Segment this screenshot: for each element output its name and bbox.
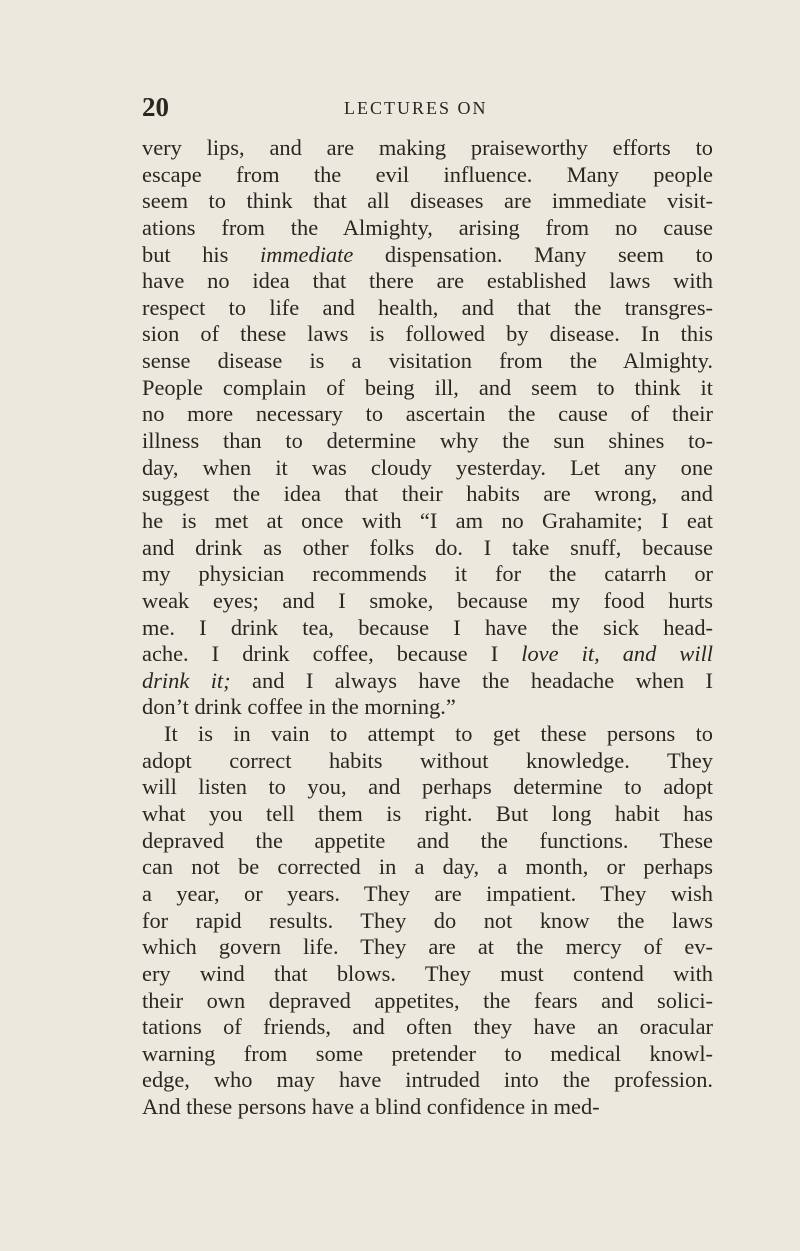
text-line: their own depraved appetites, the fears and solici- bbox=[142, 987, 713, 1013]
text-line: depraved the appetite and the functions. These bbox=[142, 827, 713, 853]
text-line: day, when it was cloudy yesterday. Let any one bbox=[142, 454, 713, 480]
text-line: edge, who may have intruded into the profession. bbox=[142, 1067, 713, 1093]
text-line: suggest the idea that their habits are wrong, and bbox=[142, 481, 713, 507]
italic-text: drink it; bbox=[142, 667, 231, 693]
running-head bbox=[142, 90, 712, 124]
text-line: what you tell them is right. But long habit has bbox=[142, 801, 713, 827]
text-line: a year, or years. They are impatient. They wish bbox=[142, 880, 713, 906]
text-line: weak eyes; and I smoke, because my food hurts bbox=[142, 587, 713, 613]
text-line: he is met at once with “I am no Grahamite; I eat bbox=[142, 507, 713, 533]
body-text bbox=[142, 135, 713, 1121]
text-line: warning from some pretender to medical knowl- bbox=[142, 1040, 713, 1066]
text-line: don’t drink coffee in the morning.” bbox=[142, 694, 456, 720]
text-line: sense disease is a visitation from the Almighty. bbox=[142, 348, 713, 374]
text-line: will listen to you, and perhaps determine to adopt bbox=[142, 774, 713, 800]
text-line: for rapid results. They do not know the laws bbox=[142, 907, 713, 933]
text-line: no more necessary to ascertain the cause of their bbox=[142, 401, 713, 427]
page-number: 20 bbox=[142, 92, 169, 122]
running-title: LECTURES ON bbox=[344, 98, 488, 118]
text-line: but his immediate dispensation. Many seem to bbox=[142, 241, 713, 267]
text-line: ations from the Almighty, arising from no cause bbox=[142, 214, 713, 240]
text-line: It is in vain to attempt to get these persons to bbox=[164, 721, 713, 747]
text-line: adopt correct habits without knowledge. They bbox=[142, 747, 713, 773]
text-line: And these persons have a blind confidence in med- bbox=[142, 1094, 600, 1120]
text-line: People complain of being ill, and seem to think it bbox=[142, 374, 713, 400]
text-line: very lips, and are making praiseworthy efforts to bbox=[142, 135, 713, 160]
text-line: drink it; and I always have the headache when I bbox=[142, 667, 713, 693]
text-line: ache. I drink coffee, because I love it, and will bbox=[142, 641, 714, 667]
text-line: seem to think that all diseases are immediate visit- bbox=[142, 188, 713, 214]
italic-text: immediate bbox=[260, 241, 354, 267]
text-line: illness than to determine why the sun shines to- bbox=[142, 428, 713, 454]
text-line: me. I drink tea, because I have the sick head- bbox=[142, 614, 713, 640]
text-line: tations of friends, and often they have an oracular bbox=[142, 1014, 713, 1040]
text-line: have no idea that there are established laws with bbox=[142, 268, 713, 294]
text-line: my physician recommends it for the catarrh or bbox=[142, 561, 713, 587]
text-line: respect to life and health, and that the transgres- bbox=[142, 294, 713, 320]
italic-text: love it, and will bbox=[521, 641, 714, 667]
text-line: ery wind that blows. They must contend with bbox=[142, 960, 713, 986]
text-line: sion of these laws is followed by disease. In this bbox=[142, 321, 713, 347]
text-line: can not be corrected in a day, a month, or perhaps bbox=[142, 854, 713, 880]
text-line: which govern life. They are at the mercy of ev- bbox=[142, 934, 713, 960]
text-line: and drink as other folks do. I take snuff, because bbox=[142, 534, 713, 560]
text-line: escape from the evil influence. Many people bbox=[142, 161, 713, 187]
